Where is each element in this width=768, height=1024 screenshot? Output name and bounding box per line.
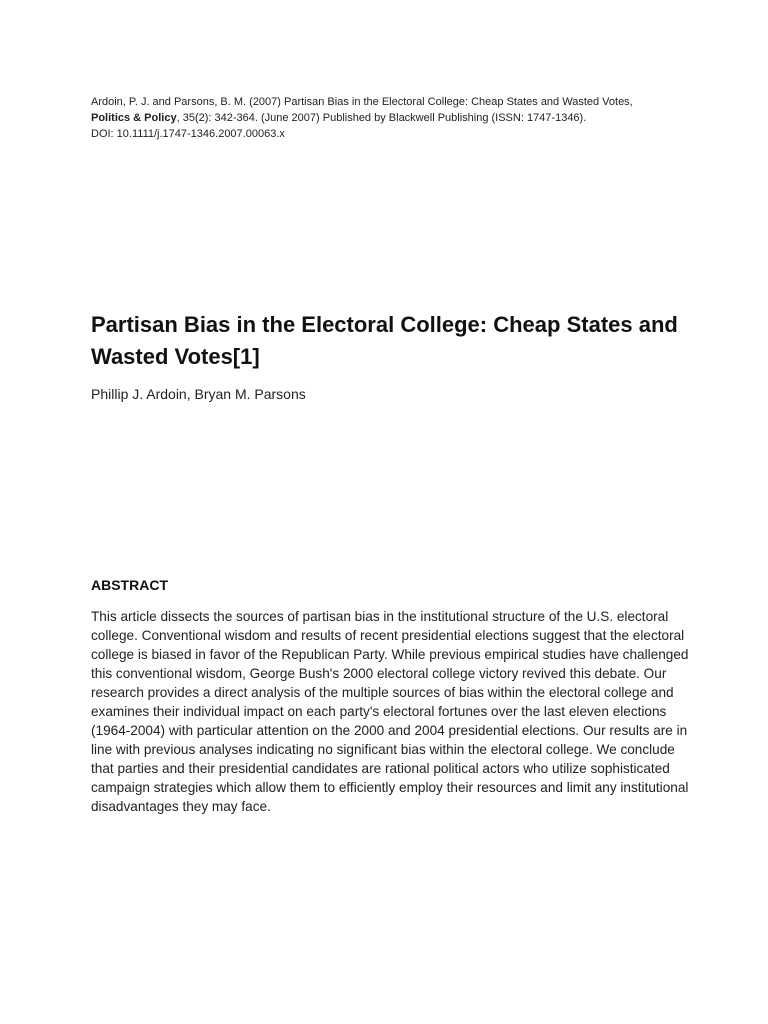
abstract-body: This article dissects the sources of partisan bias in the institutional structure of the U.S. electoral college. Conventional wisdom and results of recent presidential elections suggest that the electoral college is biased in favor of the Republican Party. While previous empirical studies have challenged this conventional wisdom, George Bush's 2000 electoral college victory revived this debate. Our research provides a direct analysis of the multiple sources of bias within the electoral college and examines their individual impact on each party's electoral fortunes over the last eleven elections (1964-2004) with particular attention on the 2000 and 2004 presidential elections. Our results are in line with previous analyses indicating no significant bias within the electoral college. We conclude that parties and their presidential candidates are rational political actors who utilize sophisticated campaign strategies which allow them to efficiently employ their resources and limit any institutional disadvantages they may face. (91, 609, 689, 814)
abstract-heading: ABSTRACT (91, 577, 168, 593)
citation-line: Ardoin, P. J. and Parsons, B. M. (2007) Partisan Bias in the Electoral College: Cheap States and Wasted Votes, (91, 96, 633, 108)
citation-block (91, 94, 691, 142)
authors: Phillip J. Ardoin, Bryan M. Parsons (91, 386, 306, 402)
doi: DOI: 10.1111/j.1747-1346.2007.00063.x (91, 128, 285, 140)
page-title: Partisan Bias in the Electoral College: Cheap States and Wasted Votes[1] (91, 312, 678, 369)
citation-line (91, 110, 691, 126)
journal-name: Politics & Policy (91, 112, 177, 124)
citation-details: , 35(2): 342-364. (June 2007) Published by Blackwell Publishing (ISSN: 1747-1346). (176, 112, 587, 124)
